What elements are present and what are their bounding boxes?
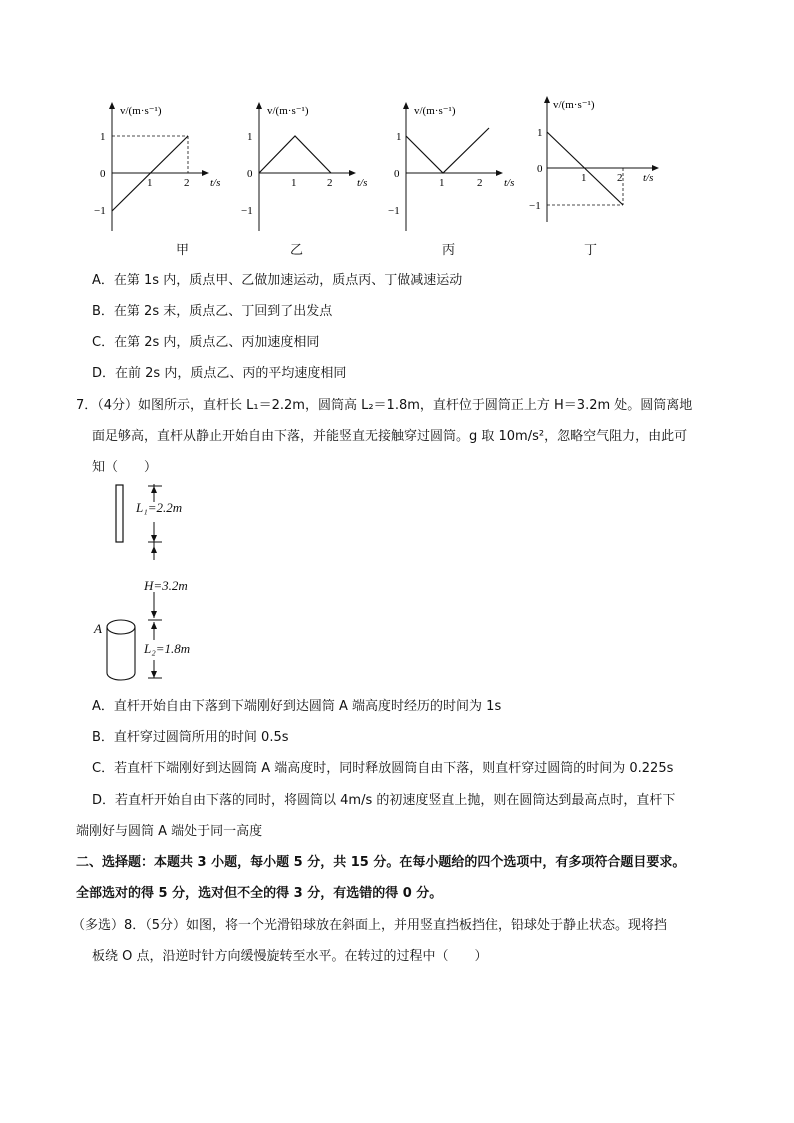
tick-label: 1 (581, 172, 587, 184)
q7-stem-line3: 知（ ） (92, 460, 158, 475)
tick-label: 1 (247, 131, 253, 143)
q7-option-d-line1: D．若直杆开始自由下落的同时，将圆筒以 4m/s 的初速度竖直上抛，则在圆筒达到最高点时，直杆下 (92, 793, 676, 808)
q6-option-b: B．在第 2s 末，质点乙、丁回到了出发点 (92, 304, 333, 319)
tick-label: 1 (100, 131, 106, 143)
graph-xlabel: t/s (504, 177, 515, 189)
tick-label: 1 (439, 177, 445, 189)
q8-stem-line1: （多选）8．（5分）如图，将一个光滑铅球放在斜面上，并用竖直挡板挡住，铅球处于静止状态。现将挡 (72, 918, 668, 933)
tick-label: −1 (94, 205, 106, 217)
section2-heading-line1: 二、选择题：本题共 3 小题，每小题 5 分，共 15 分。在每小题给的四个选项中，有多项符合题目要求。 (76, 855, 686, 870)
tick-label: 1 (396, 131, 402, 143)
q7-option-d-line2: 端刚好与圆筒 A 端处于同一高度 (76, 824, 263, 839)
tick-label: 0 (247, 168, 253, 180)
section2-heading-line2: 全部选对的得 5 分，选对但不全的得 3 分，有选错的得 0 分。 (76, 886, 443, 901)
graph-ding (529, 92, 715, 232)
tick-label: −1 (388, 205, 400, 217)
tick-label: 1 (147, 177, 153, 189)
tick-label: 0 (394, 168, 400, 180)
tick-label: 0 (100, 168, 106, 180)
q7-label-h: H=3.2m (144, 578, 188, 593)
tick-label: 2 (477, 177, 483, 189)
q8-stem-line2: 板绕 O 点，沿逆时针方向缓慢旋转至水平。在转过的过程中（ ） (92, 949, 488, 964)
q7-figure (90, 480, 240, 690)
q6-option-a: A．在第 1s 内，质点甲、乙做加速运动，质点丙、丁做减速运动 (92, 273, 463, 288)
tick-label: 1 (291, 177, 297, 189)
graph-ylabel: v/(m·s⁻¹) (120, 105, 162, 117)
tick-label: 1 (537, 127, 543, 139)
q7-option-b: B．直杆穿过圆筒所用的时间 0.5s (92, 730, 289, 745)
graph-xlabel: t/s (357, 177, 368, 189)
q7-stem-line1: 7．（4分）如图所示，直杆长 L₁＝2.2m，圆筒高 L₂＝1.8m，直杆位于圆筒正上方 H＝3.2m 处。圆筒离地 (76, 398, 693, 413)
tick-label: −1 (241, 205, 253, 217)
graph-ylabel: v/(m·s⁻¹) (414, 105, 456, 117)
tick-label: 2 (184, 177, 190, 189)
q7-label-l1: L₁=2.2m (136, 500, 183, 515)
q7-label-a: A (94, 621, 102, 636)
tick-label: 0 (537, 163, 543, 175)
tick-label: −1 (529, 200, 541, 212)
q6-option-d: D．在前 2s 内，质点乙、丙的平均速度相同 (92, 366, 347, 381)
q6-option-c: C．在第 2s 内，质点乙、丙加速度相同 (92, 335, 320, 350)
graph-ylabel: v/(m·s⁻¹) (553, 99, 595, 111)
graph-xlabel: t/s (210, 177, 221, 189)
graph-label-jia: 甲 (176, 243, 190, 258)
q7-stem-line2: 面足够高，直杆从静止开始自由下落，并能竖直无接触穿过圆筒。g 取 10m/s²，忽略空气阻力，由此可 (92, 429, 688, 444)
tick-label: 2 (327, 177, 333, 189)
q7-option-a: A．直杆开始自由下落到下端刚好到达圆筒 A 端高度时经历的时间为 1s (92, 699, 502, 714)
graph-label-bing: 丙 (442, 243, 456, 258)
graph-label-ding: 丁 (584, 243, 598, 258)
graph-label-yi: 乙 (290, 243, 304, 258)
tick-label: 2 (617, 172, 623, 184)
graph-xlabel: t/s (643, 172, 654, 184)
graph-ylabel: v/(m·s⁻¹) (267, 105, 309, 117)
q7-label-l2: L₂=1.8m (144, 641, 191, 656)
q7-option-c: C．若直杆下端刚好到达圆筒 A 端高度时，同时释放圆筒自由下落，则直杆穿过圆筒的时间为 0.225s (92, 761, 674, 776)
